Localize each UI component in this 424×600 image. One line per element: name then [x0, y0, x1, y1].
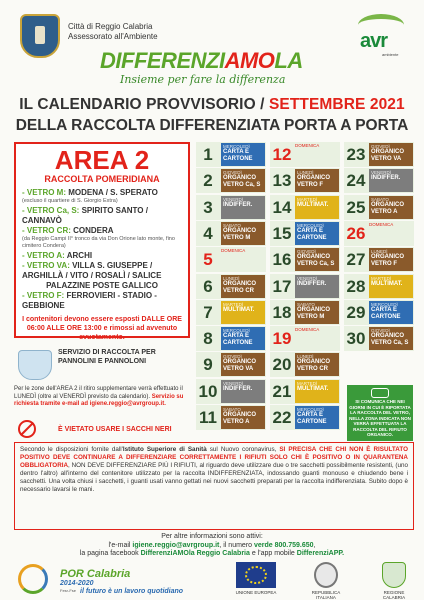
day-number: 10	[198, 381, 218, 401]
collection-tag-organico: LUNEDÌ ORGANICO VETRO CR	[295, 353, 339, 376]
no-black-bags-icon	[18, 420, 36, 438]
day-number: 19	[272, 329, 292, 349]
collection-tag-carta: MERCOLEDÌ CARTA E CARTONE	[221, 327, 265, 350]
collection-tag-carta: MERCOLEDÌ CARTA E CARTONE	[369, 301, 413, 324]
footer: POR Calabria 2014-2020 Fesr-Fse il futuro è un lavoro quotidiano UNIONE EUROPEA REPUBBLICA ITALIANA REGIONE CALABRIA	[0, 560, 424, 600]
collection-tag-organico: SABATO ORGANICO VETRO M	[295, 301, 339, 324]
calendar-day	[344, 168, 414, 193]
sunday-label: DOMENICA	[295, 327, 320, 333]
diaper-warning: È VIETATO USARE I SACCHI NERI	[58, 426, 172, 433]
app-link[interactable]: DifferenziAPP.	[296, 550, 345, 557]
diaper-text: Per le zone dell'AREA 2 il ritiro supplementare verrà effettuato il LUNEDÌ (oltre al VENERDÌ previsto da calendario). Servizio su richiesta tramite e-mail ad igiene.reggio@avrgroup.it.	[14, 386, 184, 407]
day-number: 9	[203, 355, 213, 375]
collection-tag-indiff: VENERDÌ INDIFFER.	[221, 380, 265, 403]
glass-notice: SI COMUNICA CHE NEI GIORNI IN CUI È RIPORTATA LA RACCOLTA DEL VETRO, NELLA ZONA INDICATA NON VERRÀ EFFETTUATA LA RACCOLTA DEL RIFIUTO ORGANICO.	[347, 385, 413, 441]
day-number: 14	[272, 197, 292, 217]
day-number: 3	[203, 197, 213, 217]
city-crest-icon	[20, 14, 60, 58]
collection-tag-organico: SABATO ORGANICO VETRO A	[369, 196, 413, 219]
calendar-day	[344, 221, 414, 246]
calendar-day	[270, 142, 340, 167]
tagline: Insieme per fare la differenza	[120, 73, 286, 86]
por-logo	[18, 564, 56, 596]
collection-tag-organico: GIOVEDÌ ORGANICO VETRO VA	[221, 353, 265, 376]
collection-tag-multimat: MARTEDÌ MULTIMAT.	[295, 380, 339, 403]
area-box	[14, 142, 190, 341]
sunday-label: DOMENICA	[295, 143, 320, 148]
collection-tag-indiff: VENERDÌ INDIFFER.	[369, 169, 413, 192]
zone-item: PALAZZINE POSTE GALLICO	[46, 281, 158, 290]
day-number: 8	[203, 329, 213, 349]
calendar-day	[270, 405, 340, 430]
calendar-day	[270, 221, 340, 246]
brand-logo: DIFFERENZIAMOLA	[100, 48, 303, 73]
collection-tag-organico: SABATO ORGANICO VETRO A	[221, 406, 265, 429]
italian-republic-emblem-icon	[314, 562, 338, 588]
calendar-day	[196, 352, 266, 377]
covid-notice: Secondo le disposizioni fornite dall'Istituto Superiore di Sanità sul Nuovo coronavirus, SI PRECISA CHE CHI NON È RISULTATO POSITIVO DEVE CONTINUARE A DIFFERENZIARE CORRETTAMENTE I RIFIUTI SOLO CHI È POSITIVO O IN QUARANTENA OBBLIGATORIA, NON DEVE DIFFERENZIARE PIÙ I RIFIUTI, al riguardo deve utilizzare due o tre sacchetti possibilmente resistenti, (uno dentro l'altro) all'interno del contenitore utilizzato per la raccolta INDIFFERENZIATA, indossando guanti monouso e chiudendo bene i sacchetti. Una volta chiusi i sacchetti, i guanti usati vanno gettati nei nuovi sacchetti preparati per la raccolta indifferenziata. Subito dopo è necessario lavarsi le mani.	[14, 442, 414, 530]
calendar-day	[270, 168, 340, 193]
calendar-day	[270, 274, 340, 299]
day-number: 1	[203, 145, 213, 164]
collection-tag-multimat: MARTEDÌ MULTIMAT.	[369, 275, 413, 298]
calendar-day	[270, 195, 340, 220]
day-number: 4	[203, 223, 213, 243]
calendar-day	[270, 326, 340, 351]
day-number: 2	[203, 171, 213, 191]
calendar-day	[196, 195, 266, 220]
calendar-day	[270, 352, 340, 377]
collection-tag-carta: MERCOLEDÌ CARTA E CARTONE	[295, 406, 339, 429]
calendar-day	[196, 168, 266, 193]
area-title: AREA 2	[54, 145, 150, 175]
zone-item: - VETRO A: ARCHI	[22, 251, 93, 260]
diaper-service	[14, 346, 190, 438]
collection-tag-organico: GIOVEDÌ ORGANICO VETRO Ca, S	[295, 248, 339, 271]
day-number: 21	[272, 381, 292, 401]
por-circle-icon	[18, 564, 48, 594]
page-title: IL CALENDARIO PROVVISORIO / SETTEMBRE 2021 DELLA RACCOLTA DIFFERENZIATA PORTA A PORTA	[15, 96, 409, 134]
collection-tag-organico: GIOVEDÌ ORGANICO VETRO VA	[369, 143, 413, 166]
day-number: 26	[346, 223, 366, 243]
zone-item: - VETRO VA: VILLA S. GIUSEPPE / ARGHILLÀ / VITO / ROSALÌ / SALICE	[22, 261, 162, 280]
collection-tag-organico: GIOVEDÌ ORGANICO VETRO Ca, S	[221, 169, 265, 192]
calendar-day	[196, 300, 266, 325]
calendar-day	[344, 247, 414, 272]
calendar-day	[270, 247, 340, 272]
calendar-day	[344, 274, 414, 299]
calendar-day	[196, 274, 266, 299]
zone-item: - VETRO M: MODENA / S. SPERATO	[22, 188, 158, 197]
day-number: 25	[346, 197, 366, 217]
day-number: 18	[272, 302, 292, 322]
day-number: 20	[272, 355, 292, 375]
diaper-title: SERVIZIO DI RACCOLTA PER PANNOLINI E PANNOLONI	[58, 349, 156, 365]
day-number: 22	[272, 408, 292, 427]
calendar-day	[196, 142, 266, 167]
day-number: 30	[346, 329, 366, 349]
avr-logo: avr ambiente	[352, 14, 410, 54]
calendar-day	[196, 405, 266, 430]
calendar-day	[344, 195, 414, 220]
calendar-day	[344, 326, 414, 351]
collection-tag-carta: MERCOLEDÌ CARTA E CARTONE	[221, 143, 265, 166]
day-number: 13	[272, 171, 292, 191]
day-number: 17	[272, 276, 292, 296]
email-link[interactable]: igiene.reggio@avrgroup.it	[132, 541, 220, 549]
diaper-icon	[18, 350, 52, 380]
day-number: 24	[346, 171, 366, 191]
sunday-label: DOMENICA	[221, 248, 246, 254]
area-subtitle: RACCOLTA POMERIDIANA	[44, 174, 160, 184]
day-number: 29	[346, 302, 366, 322]
facebook-link[interactable]: DifferenziAMOla Reggio Calabria	[140, 550, 250, 557]
zone-item: - VETRO F: FERROVIERI - STADIO - GEBBIONE	[22, 291, 157, 310]
calendar-day	[196, 379, 266, 404]
calendar-day	[196, 247, 266, 272]
day-number: 6	[203, 276, 213, 296]
calendar-day	[270, 379, 340, 404]
day-number: 5	[203, 250, 213, 270]
collection-tag-indiff: VENERDÌ INDIFFER.	[221, 196, 265, 219]
zone-item: - VETRO Ca, S: SPIRITO SANTO / CANNAVÒ	[22, 206, 148, 225]
day-number: 11	[199, 408, 217, 427]
city-label: Città di Reggio Calabria Assessorato all'Ambiente	[68, 22, 158, 41]
sunday-label: DOMENICA	[369, 221, 394, 227]
calendar-day	[344, 300, 414, 325]
day-number: 7	[203, 302, 213, 322]
contact-info: Per altre informazioni sono attivi: l'e-mail igiene.reggio@avrgroup.it, il numero verde 800.759.650, la pagina facebook DifferenziAMOla Reggio Calabria e l'app mobile DifferenziAPP.	[79, 533, 345, 557]
calendar-day	[344, 142, 414, 167]
day-number: 15	[272, 223, 292, 243]
zone-note: (da Reggio Campi II° tronco da via Don Orione lato monte, fino cimitero Condera)	[22, 236, 175, 249]
header	[0, 0, 424, 88]
collection-tag-organico: LUNEDÌ ORGANICO VETRO F	[369, 248, 413, 271]
collection-tag-multimat: MARTEDÌ MULTIMAT.	[295, 196, 339, 219]
zone-list	[22, 188, 182, 311]
collection-tag-multimat: MARTEDÌ MULTIMAT.	[221, 301, 265, 324]
calendar-day	[196, 326, 266, 351]
phone-link[interactable]: verde 800.759.650	[253, 541, 314, 549]
zone-note: (escluso il quartiere di S. Giorgio Extra)	[22, 198, 118, 204]
day-number: 23	[346, 145, 366, 164]
collection-tag-organico: SABATO ORGANICO VETRO M	[221, 222, 265, 245]
day-number: 12	[272, 145, 292, 164]
exposure-warning: I contenitori devono essere esposti DALLE ORE 06:00 ALLE ORE 13:00 e rimossi ad avvenuto svuotamento.	[22, 316, 182, 341]
collection-tag-organico: LUNEDÌ ORGANICO VETRO CR	[221, 275, 265, 298]
day-number: 27	[346, 250, 366, 270]
eu-flag-icon	[236, 562, 276, 588]
day-number: 28	[346, 276, 366, 296]
collection-tag-indiff: VENERDÌ INDIFFER.	[295, 275, 339, 298]
calabria-region-emblem-icon	[382, 562, 406, 588]
calendar-day	[270, 300, 340, 325]
day-number: 16	[272, 250, 292, 270]
collection-tag-organico: LUNEDÌ ORGANICO VETRO F	[295, 169, 339, 192]
calendar-day	[196, 221, 266, 246]
collection-tag-carta: MERCOLEDÌ CARTA E CARTONE	[295, 222, 339, 245]
zone-item: - VETRO CR: CONDERA	[22, 226, 114, 235]
glass-bin-icon	[371, 388, 389, 398]
collection-tag-organico: GIOVEDÌ ORGANICO VETRO Ca, S	[369, 327, 413, 350]
